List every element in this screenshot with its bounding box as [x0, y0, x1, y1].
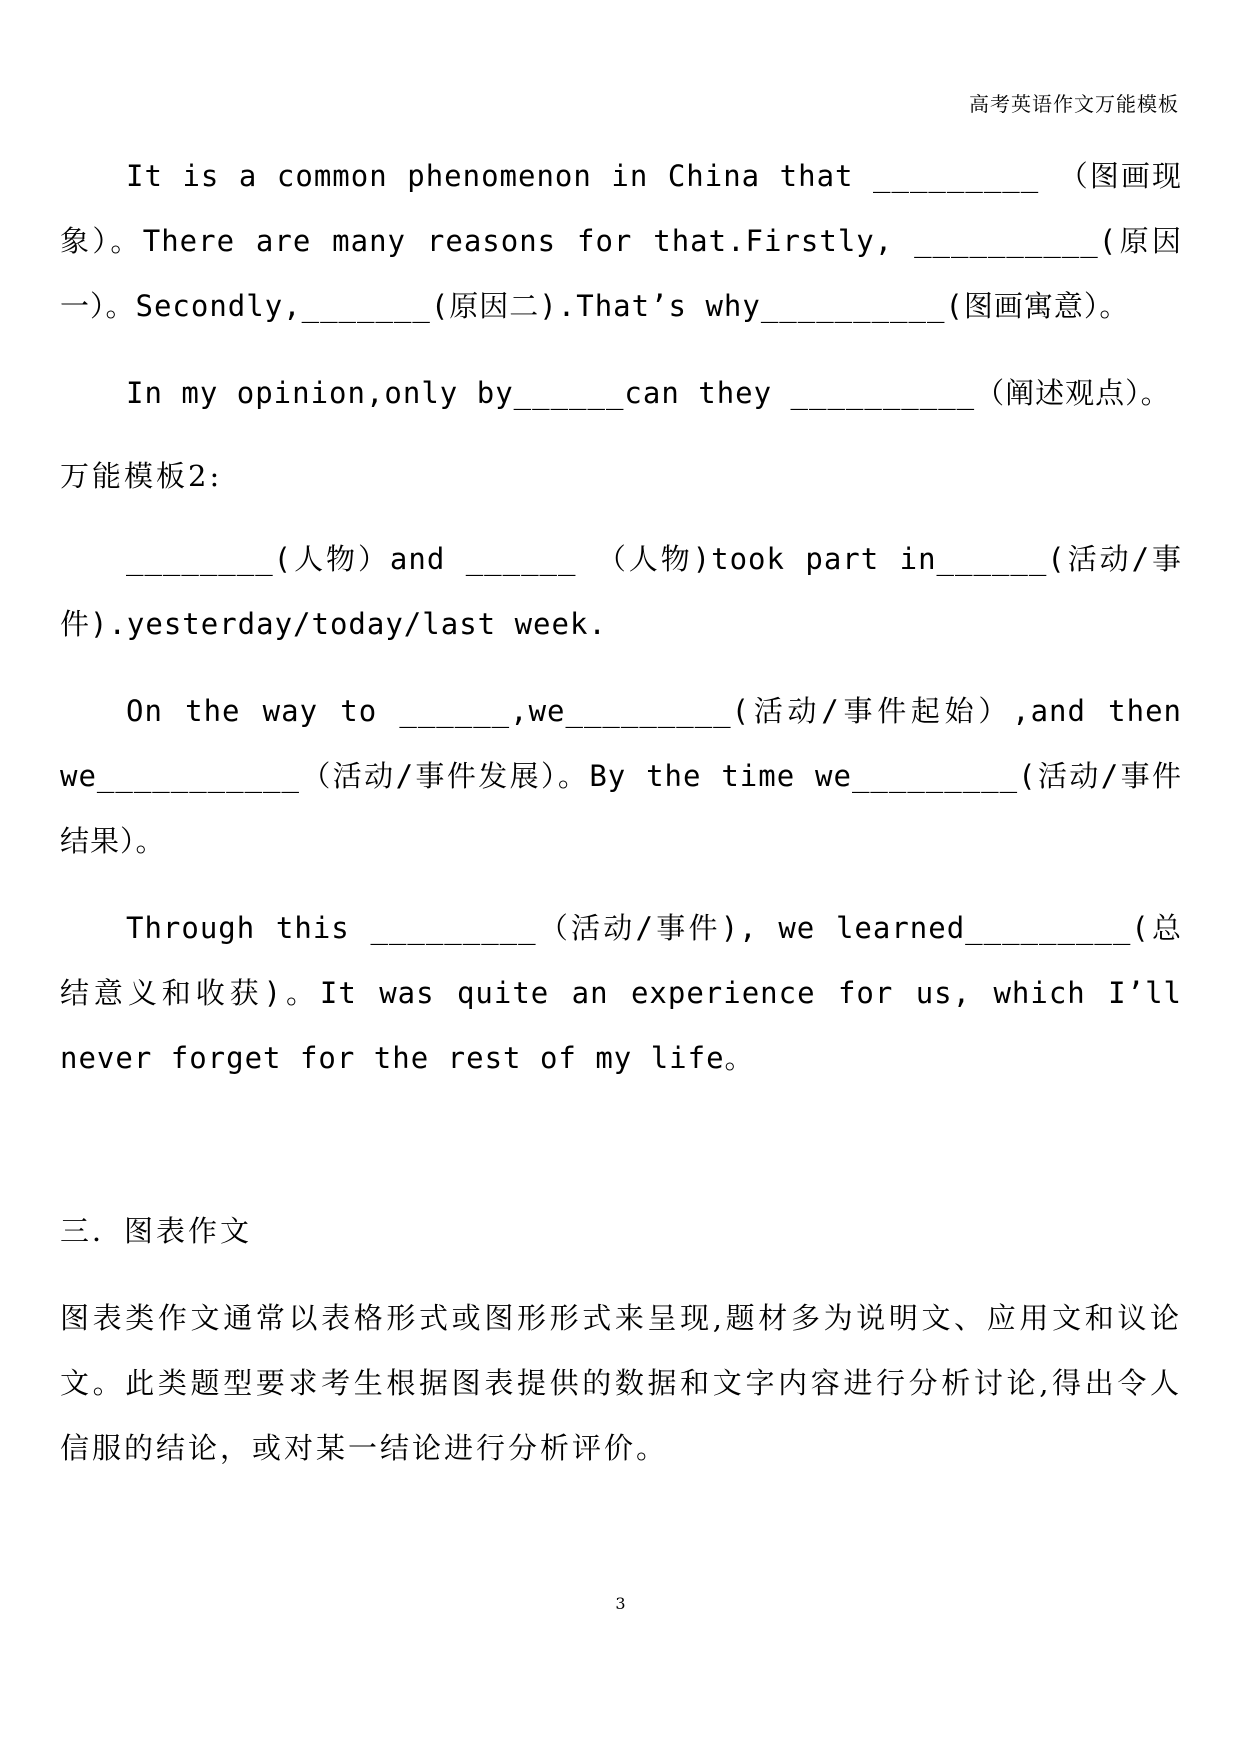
section-3-description: 图表类作文通常以表格形式或图形形式来呈现,题材多为说明文、应用文和议论文。此类题型要求考生根据图表提供的数据和文字内容进行分析讨论,得出令人信服的结论，或对某一结论进行分析评价。 [60, 1301, 1182, 1465]
page-number: 3 [615, 1594, 626, 1613]
template-2-heading: 万能模板2: [60, 459, 223, 493]
paragraph-opinion-template: In my opinion,only by______can they __________（阐述观点）。 [126, 376, 1171, 410]
section-3-heading: 三．图表作文 [60, 1214, 253, 1248]
page-header-title: 高考英语作文万能模板 [969, 92, 1179, 116]
paragraph-participants-template: ________(人物）and ______ （人物)took part in______(活动/事件).yesterday/today/last week. [60, 542, 1182, 641]
document-body [60, 144, 1182, 1481]
paragraph-phenomenon-template: It is a common phenomenon in China that _________ （图画现象）。There are many reasons for that.Firstly, __________(原因一）。Secondly,_______(原因二).That’s why__________(图画寓意）。 [60, 159, 1182, 323]
paragraph-conclusion-template: Through this _________（活动/事件), we learned_________(总结意义和收获)。It was quite an experience for us, which I’ll never forget for the rest of my life。 [60, 911, 1182, 1075]
paragraph-event-process-template: On the way to ______,we_________(活动/事件起始）,and then we___________（活动/事件发展）。By the time we_________(活动/事件结果）。 [60, 694, 1182, 858]
